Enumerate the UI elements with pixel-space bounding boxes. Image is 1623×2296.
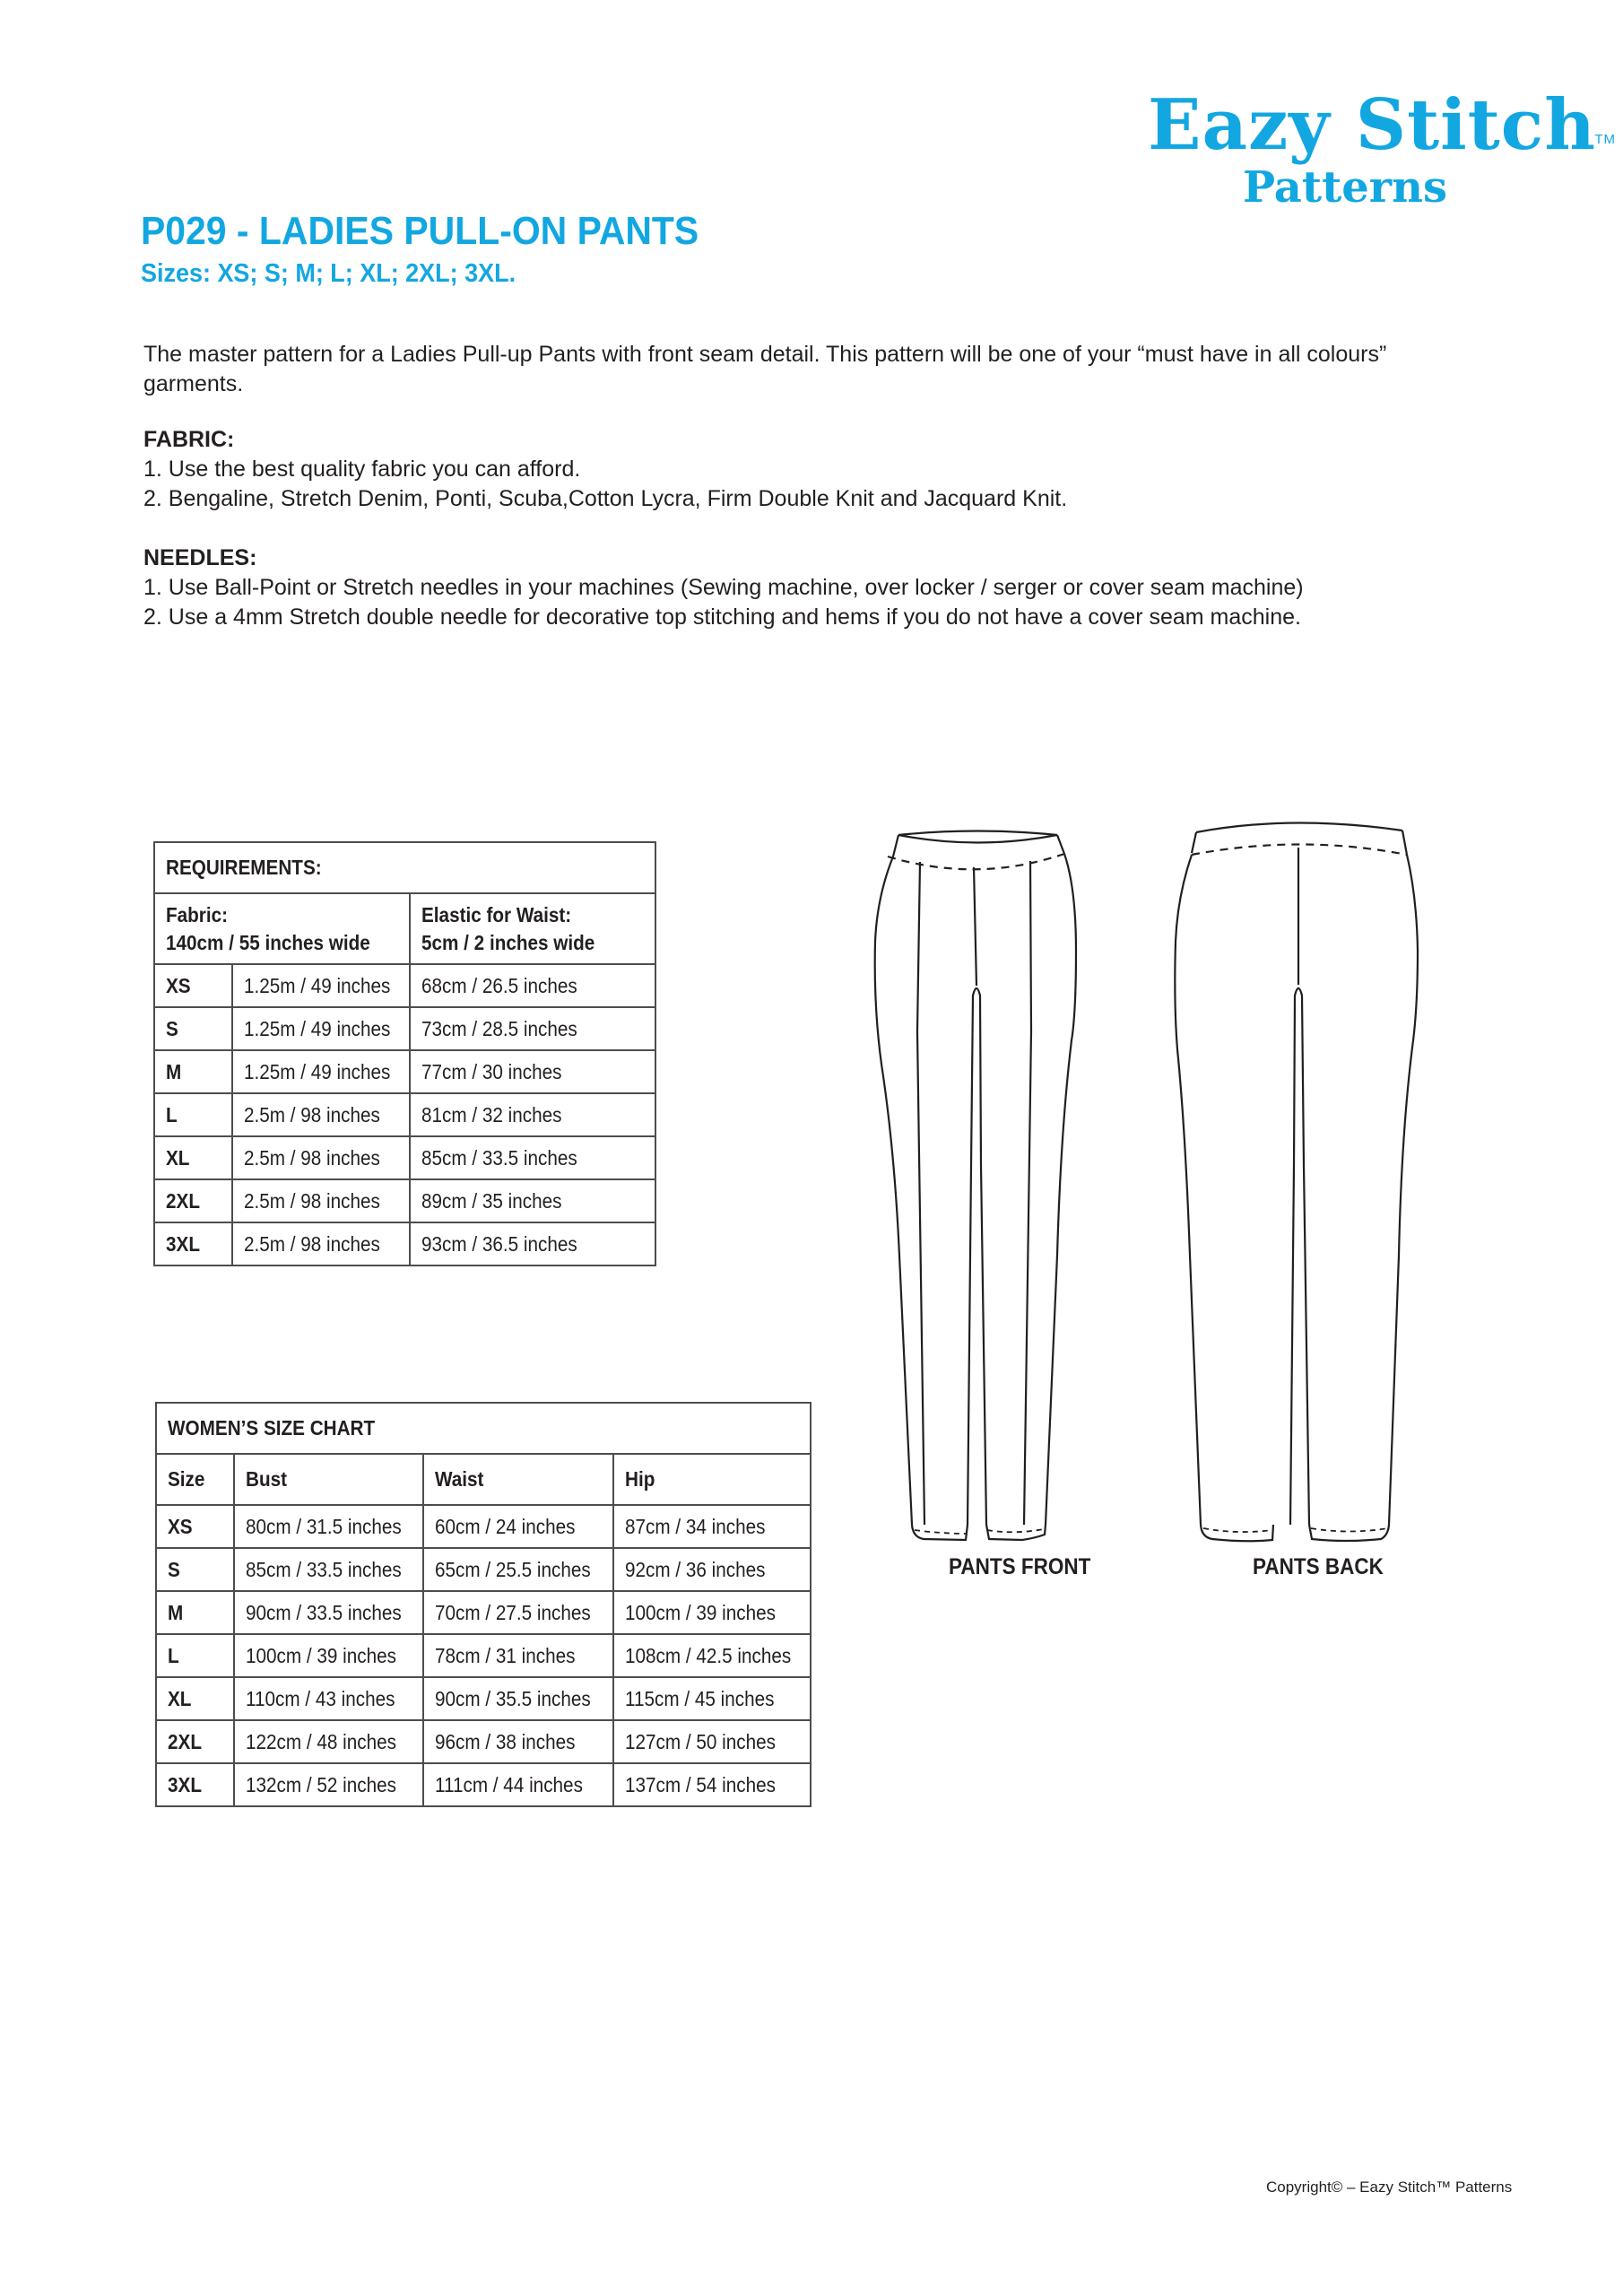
pants-front-drawing — [875, 831, 1076, 1541]
size-cell: XL — [154, 1136, 232, 1179]
bust-cell: 80cm / 31.5 inches — [234, 1505, 424, 1548]
fabric-amount-cell: 2.5m / 98 inches — [232, 1222, 410, 1265]
elastic-amount-cell: 81cm / 32 inches — [410, 1093, 655, 1136]
size-cell: 3XL — [154, 1222, 232, 1265]
back-hem-left — [1201, 1525, 1273, 1541]
column-header: Waist — [423, 1454, 613, 1505]
requirements-row — [154, 1007, 655, 1050]
hip-cell: 137cm / 54 inches — [613, 1763, 811, 1806]
bust-cell: 85cm / 33.5 inches — [234, 1548, 424, 1591]
pattern-sizes: Sizes: XS; S; M; L; XL; 2XL; 3XL. — [141, 259, 516, 288]
bust-cell: 122cm / 48 inches — [234, 1720, 424, 1763]
column-header: Hip — [613, 1454, 811, 1505]
fabric-amount-cell: 1.25m / 49 inches — [232, 1007, 410, 1050]
front-hem-stitch-left — [915, 1530, 968, 1534]
hip-cell: 115cm / 45 inches — [613, 1677, 811, 1720]
hip-cell: 92cm / 36 inches — [613, 1548, 811, 1591]
waist-cell: 96cm / 38 inches — [423, 1720, 613, 1763]
requirements-row — [154, 1050, 655, 1093]
requirements-row — [154, 1093, 655, 1136]
fabric-item: 2. Bengaline, Stretch Denim, Ponti, Scuba,Cotton Lycra, Firm Double Knit and Jacquard Knit. — [143, 486, 1068, 511]
needles-item: 1. Use Ball-Point or Stretch needles in your machines (Sewing machine, over locker / serger or cover seam machine) — [143, 575, 1304, 600]
elastic-amount-cell: 85cm / 33.5 inches — [410, 1136, 655, 1179]
pattern-title: P029 - LADIES PULL-ON PANTS — [141, 209, 699, 253]
pants-back-drawing — [1175, 822, 1418, 1541]
fabric-item: 1. Use the best quality fabric you can afford. — [143, 457, 581, 482]
waist-cell: 78cm / 31 inches — [423, 1634, 613, 1677]
elastic-amount-cell: 93cm / 36.5 inches — [410, 1222, 655, 1265]
size-cell: M — [154, 1050, 232, 1093]
requirements-title: REQUIREMENTS: — [154, 842, 655, 893]
elastic-amount-cell: 73cm / 28.5 inches — [410, 1007, 655, 1050]
pants-back-caption: PANTS BACK — [1253, 1554, 1384, 1579]
trademark-mark: TM — [1594, 132, 1616, 147]
brand-subtitle: Patterns — [1243, 162, 1447, 213]
front-center-seam — [974, 867, 976, 986]
needles-heading: NEEDLES: — [143, 545, 257, 570]
size-cell: S — [154, 1007, 232, 1050]
back-outer-right — [1389, 855, 1418, 1525]
front-waist-curve — [898, 835, 1057, 843]
waist-cell: 90cm / 35.5 inches — [423, 1677, 613, 1720]
back-waist-top — [1196, 822, 1402, 832]
needles-item: 2. Use a 4mm Stretch double needle for decorative top stitching and hems if you do not have a cover seam machine. — [143, 604, 1301, 630]
back-inseam-right — [1304, 1166, 1309, 1525]
pants-illustration — [861, 807, 1480, 1587]
brand-logo — [1148, 83, 1616, 213]
size-cell: XS — [154, 964, 232, 1007]
requirements-row — [154, 1179, 655, 1222]
size-cell: 2XL — [154, 1179, 232, 1222]
size-cell: L — [154, 1093, 232, 1136]
back-crotch — [1294, 988, 1304, 1166]
size-chart-row — [156, 1505, 811, 1548]
fabric-amount-cell: 2.5m / 98 inches — [232, 1179, 410, 1222]
requirements-row — [154, 1222, 655, 1265]
size-cell: S — [156, 1548, 234, 1591]
back-outer-left — [1175, 855, 1201, 1525]
intro-paragraph: The master pattern for a Ladies Pull-up Pants with front seam detail. This pattern will be one of your “must have in all colours” garments. — [143, 342, 1387, 396]
column-header: Size — [156, 1454, 234, 1505]
column-header: Bust — [234, 1454, 424, 1505]
front-seam-right — [1024, 861, 1031, 1525]
elastic-amount-cell: 68cm / 26.5 inches — [410, 964, 655, 1007]
elastic-amount-cell: 77cm / 30 inches — [410, 1050, 655, 1093]
front-inseam-left — [968, 1166, 971, 1525]
hip-cell: 87cm / 34 inches — [613, 1505, 811, 1548]
size-chart-row — [156, 1591, 811, 1634]
size-chart-row — [156, 1763, 811, 1806]
hip-cell: 127cm / 50 inches — [613, 1720, 811, 1763]
elastic-amount-cell: 89cm / 35 inches — [410, 1179, 655, 1222]
back-hem-stitch-right — [1311, 1528, 1388, 1532]
size-cell: XS — [156, 1505, 234, 1548]
size-chart-row — [156, 1548, 811, 1591]
copyright-notice: Copyright© – Eazy Stitch™ Patterns — [1266, 2179, 1513, 2196]
front-inseam-right — [981, 1166, 986, 1525]
bust-cell: 90cm / 33.5 inches — [234, 1591, 424, 1634]
fabric-amount-cell: 2.5m / 98 inches — [232, 1136, 410, 1179]
fabric-header: Fabric: 140cm / 55 inches wide — [154, 893, 410, 964]
requirements-table — [153, 841, 656, 1266]
requirements-row — [154, 1136, 655, 1179]
front-crotch — [971, 988, 981, 1166]
pants-front-caption: PANTS FRONT — [949, 1554, 1091, 1579]
size-chart-table — [155, 1402, 812, 1807]
size-chart-row — [156, 1720, 811, 1763]
back-waist-right — [1402, 831, 1407, 855]
fabric-amount-cell: 1.25m / 49 inches — [232, 1050, 410, 1093]
size-cell: L — [156, 1634, 234, 1677]
front-seam-left — [917, 862, 924, 1525]
front-hem-right — [986, 1525, 1046, 1540]
front-waist-top — [898, 831, 1057, 836]
back-hem-right — [1309, 1525, 1389, 1541]
fabric-amount-cell: 1.25m / 49 inches — [232, 964, 410, 1007]
waist-cell: 111cm / 44 inches — [423, 1763, 613, 1806]
size-chart-row — [156, 1634, 811, 1677]
bust-cell: 132cm / 52 inches — [234, 1763, 424, 1806]
front-outer-right — [1046, 835, 1076, 1525]
bust-cell: 110cm / 43 inches — [234, 1677, 424, 1720]
hip-cell: 108cm / 42.5 inches — [613, 1634, 811, 1677]
front-hem-left — [912, 1525, 968, 1540]
back-waist-left — [1192, 832, 1196, 853]
size-cell: 3XL — [156, 1763, 234, 1806]
size-chart-row — [156, 1677, 811, 1720]
size-cell: 2XL — [156, 1720, 234, 1763]
front-outer-left — [875, 835, 912, 1525]
waist-cell: 60cm / 24 inches — [423, 1505, 613, 1548]
size-cell: M — [156, 1591, 234, 1634]
waist-cell: 70cm / 27.5 inches — [423, 1591, 613, 1634]
back-inseam-left — [1290, 1166, 1294, 1525]
hip-cell: 100cm / 39 inches — [613, 1591, 811, 1634]
waist-cell: 65cm / 25.5 inches — [423, 1548, 613, 1591]
brand-name: Eazy Stitch — [1148, 84, 1596, 166]
elastic-header: Elastic for Waist: 5cm / 2 inches wide — [410, 893, 655, 964]
bust-cell: 100cm / 39 inches — [234, 1634, 424, 1677]
front-waist-stitch — [888, 854, 1064, 869]
size-cell: XL — [156, 1677, 234, 1720]
back-hem-stitch-left — [1203, 1528, 1272, 1532]
front-hem-stitch-right — [987, 1529, 1044, 1532]
size-chart-title: WOMEN’S SIZE CHART — [156, 1403, 811, 1454]
fabric-amount-cell: 2.5m / 98 inches — [232, 1093, 410, 1136]
requirements-row — [154, 964, 655, 1007]
fabric-heading: FABRIC: — [143, 427, 235, 452]
